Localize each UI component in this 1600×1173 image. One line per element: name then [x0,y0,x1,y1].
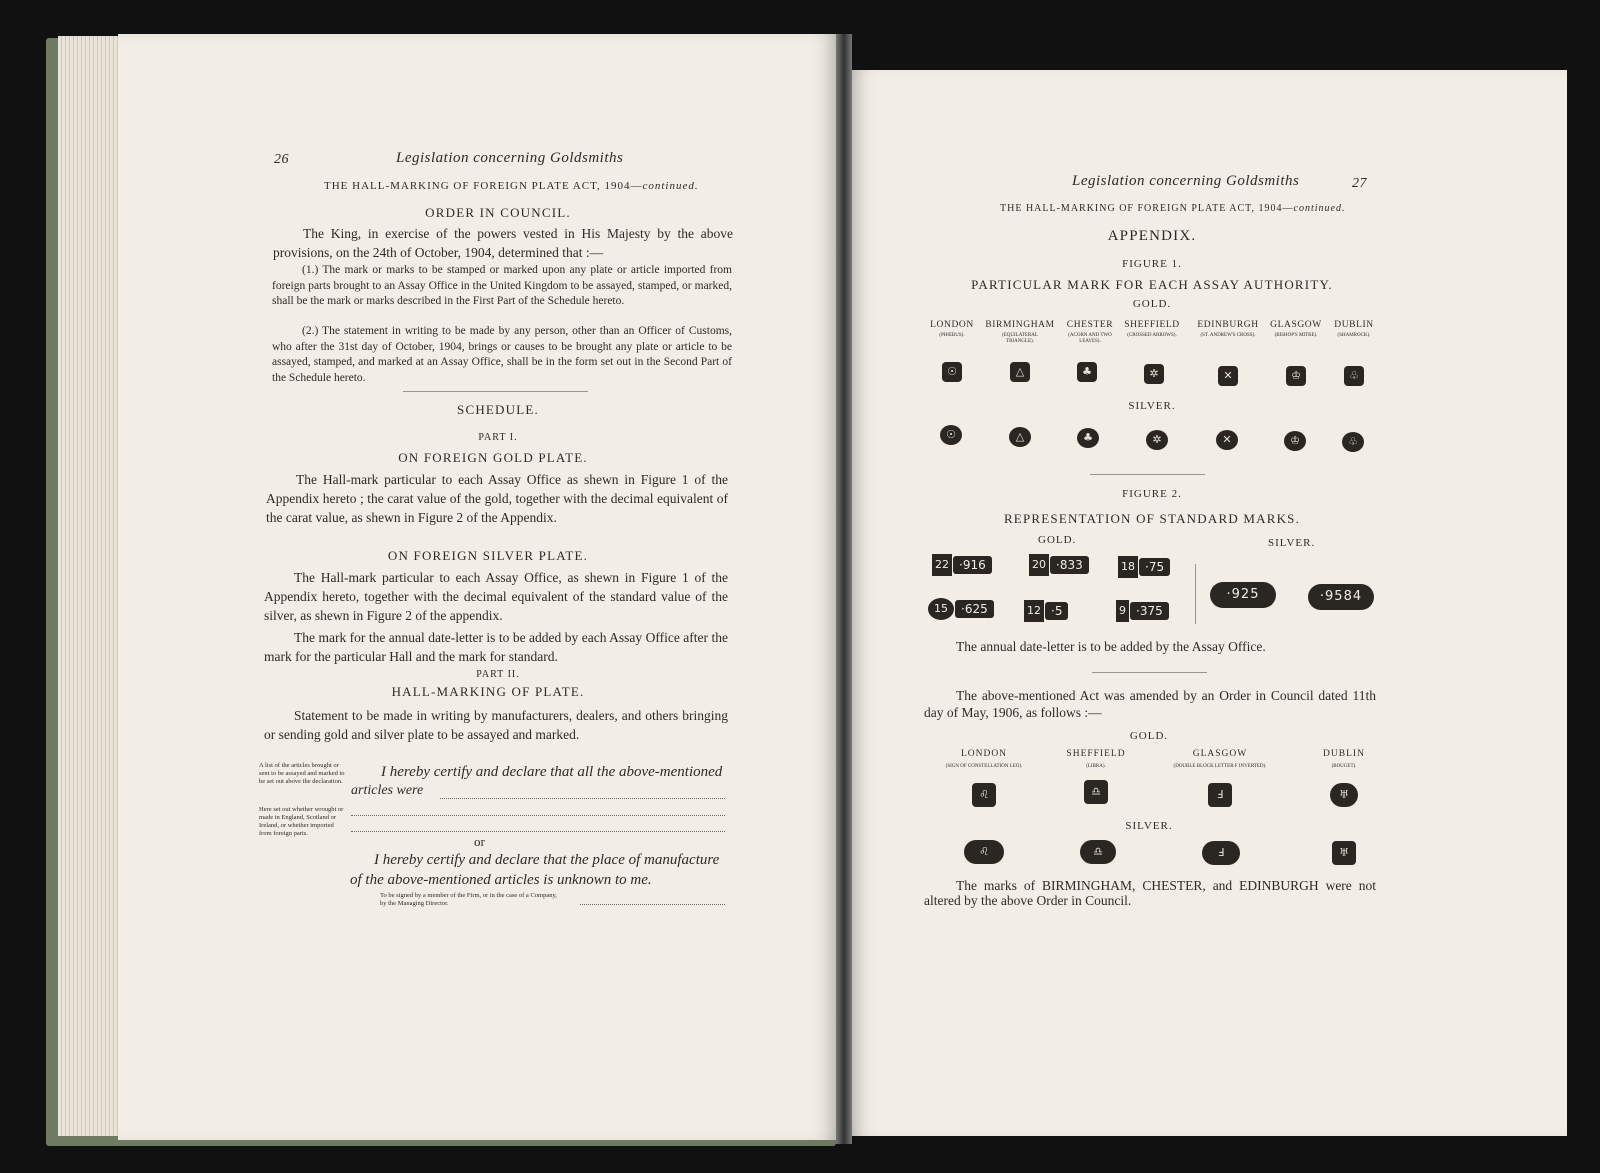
office-symbol-note: (EQUILATERAL TRIANGLE). [1002,333,1038,344]
figure-2-label: FIGURE 2. [1122,488,1182,500]
clause-1: (1.) The mark or marks to be stamped or marked upon any plate or article imported from foreign parts brought to an Assay Office in the United Kingdom to be assayed, stamped, or marked, shall be the mark or marks described in the First Part of the Schedule hereto. [272,264,732,307]
office-name: SHEFFIELD [1124,320,1180,330]
edinburgh-silver-mark-icon: ✕ [1216,430,1238,450]
hallmarking-title: HALL-MARKING OF PLATE. [391,684,585,699]
left-running-head: Legislation concerning Goldsmiths [396,150,624,166]
gold-standard-12: 12 ·5 [1024,600,1068,622]
gold-standard-15: 15 ·625 [928,598,994,620]
dublin-bouget-icon: ♅ [1330,783,1358,807]
office-symbol-note: (BISHOP'S MITRE). [1274,333,1318,338]
figure-2-silver-label: SILVER. [1268,537,1316,549]
office-name: BIRMINGHAM [985,320,1055,330]
birmingham-silver-mark-icon: △ [1009,427,1031,447]
glasgow-silver-block-icon: Ⅎ [1202,841,1240,865]
order-intro: The King, in exercise of the powers vested in His Majesty by the above provisions, on the 24th of October, 1904, determined that :— [273,226,733,260]
closing-text: The marks of BIRMINGHAM, CHESTER, and EDINBURGH were not altered by the above Order in Council. [924,878,1376,908]
sheffield-silver-libra-icon: ♎ [1080,840,1116,864]
office-name: LONDON [930,320,974,330]
order-title: ORDER IN COUNCIL. [425,205,571,220]
office-name: CHESTER [1066,320,1114,330]
london-silver-mark-icon: ☉ [940,425,962,445]
office-symbol-note: (ACORN AND TWO LEAVES). [1068,333,1112,344]
clause-2: (2.) The statement in writing to be made by any person, other than an Officer of Customs, who after the 31st day of October, 1904, brings or causes to be brought any plate or article to be assayed, stamped, and marked at an Assay Office, shall be in the form set out in the Second Part of the Schedule hereto. [272,325,732,384]
office-name: EDINBURGH [1197,320,1259,330]
page-edges [58,36,122,1136]
or-label: or [474,834,485,849]
chester-silver-mark-icon: ♣ [1077,428,1099,448]
certify-line-2: I hereby certify and declare that the place of manufacture [374,852,720,868]
schedule-title: SCHEDULE. [457,402,539,417]
office-name: GLASGOW [1270,320,1322,330]
amended-office-note: (DOUBLE BLOCK LETTER F INVERTED). [1173,764,1267,769]
silver-standard-9584: ·9584 [1308,584,1374,610]
margin-note-2: Here set out whether wrought or made in England, Scotland or Ireland, or whether imported from foreign parts. [259,806,344,837]
amended-office-note: (SIGN OF CONSTELLATION LEO). [945,764,1023,769]
birmingham-triangle-icon: △ [1010,362,1030,382]
standards-separator [1195,564,1196,624]
signature-line [580,904,725,905]
signature-note: To be signed by a member of the Firm, or in the case of a Company, by the Managing Director. [380,892,557,907]
gold-plate-title: ON FOREIGN GOLD PLATE. [398,450,588,465]
amendment-text: The above-mentioned Act was amended by an Order in Council dated 11th day of May, 1906, as follows :— [924,688,1376,720]
office-symbol-note: (SHAMROCK). [1337,333,1371,338]
certify-line-1: I hereby certify and declare that all the above-mentioned [381,764,723,780]
office-name: DUBLIN [1334,320,1374,330]
gold-standard-22: 22 ·916 [932,554,992,576]
dublin-shamrock-icon: ♧ [1344,366,1364,386]
amended-office-note: (LIBRA). [1086,764,1106,769]
date-letter-text: The mark for the annual date-letter is to be added by each Assay Office after the mark for the particular Hall and the mark for standard. [264,630,728,664]
figure-1-label: FIGURE 1. [1122,258,1182,270]
amended-office-name: SHEFFIELD [1066,749,1126,759]
certify-line-2b: of the above-mentioned articles is unknown to me. [350,872,652,888]
chester-acorn-icon: ♣ [1077,362,1097,382]
divider [403,391,588,392]
glasgow-mitre-icon: ♔ [1286,366,1306,386]
divider [1092,672,1207,673]
amended-office-name: GLASGOW [1192,749,1248,759]
figure-1-silver-label: SILVER. [1128,400,1176,412]
certify-line-1b: articles were [351,783,424,798]
gold-standard-9: 9 ·375 [1116,600,1169,622]
figure-2-gold-label: GOLD. [1038,534,1077,546]
dublin-silver-mark-icon: ♧ [1342,432,1364,452]
blank-line-2 [351,815,725,816]
amendment-gold-label: GOLD. [1129,730,1169,742]
office-symbol-note: (CROSSED ARROWS). [1127,333,1177,338]
amended-office-name: DUBLIN [1323,749,1365,759]
figure-1-caption: PARTICULAR MARK FOR EACH ASSAY AUTHORITY. [971,277,1333,292]
date-letter-note: The annual date-letter is to be added by the Assay Office. [956,639,1266,654]
office-symbol-note: (PHŒBUS). [939,333,965,338]
sheffield-crossed-arrows-icon: ✲ [1144,364,1164,384]
glasgow-block-letter-icon: Ⅎ [1208,783,1232,807]
edinburgh-saltire-icon: ✕ [1218,366,1238,386]
right-act-heading: THE HALL-MARKING OF FOREIGN PLATE ACT, 1904—continued. [1000,203,1346,214]
margin-note-1: A list of the articles brought or sent to be assayed and marked to be set out above the declaration. [259,762,345,785]
glasgow-silver-mark-icon: ♔ [1284,431,1306,451]
silver-standard-925: ·925 [1210,582,1276,608]
sheffield-libra-icon: ♎ [1084,780,1108,804]
gutter [836,34,852,1144]
left-page-number: 26 [274,152,289,167]
office-symbol-note: (ST. ANDREW'S CROSS). [1200,333,1256,338]
amended-office-name: LONDON [960,749,1008,759]
right-page-number: 27 [1352,176,1367,191]
figure-2-caption: REPRESENTATION OF STANDARD MARKS. [1003,511,1301,526]
london-leopard-head-icon: ☉ [942,362,962,382]
amended-office-note: (BOUGET). [1331,764,1357,769]
silver-plate-text: The Hall-mark particular to each Assay Office, as shewn in Figure 1 of the Appendix hereto, together with the decimal equivalent of the standard value of the silver, as shewn in Figure 2 of the appendix. [264,570,728,623]
left-page [118,34,838,1140]
gold-standard-20: 20 ·833 [1029,554,1089,576]
right-page [852,70,1567,1136]
blank-line-3 [351,831,725,832]
dublin-silver-bouget-icon: ♅ [1332,841,1356,865]
london-leo-icon: ♌ [972,783,996,807]
figure-1-gold-label: GOLD. [1132,298,1172,310]
silver-plate-title: ON FOREIGN SILVER PLATE. [387,548,589,563]
divider [1090,474,1205,475]
blank-line-1 [440,798,725,799]
part-2-label: PART II. [476,669,520,680]
part-1-label: PART I. [478,432,518,443]
statement-text: Statement to be made in writing by manufacturers, dealers, and others bringing or sending gold and silver plate to be assayed and marked. [264,708,728,742]
amendment-silver-label: SILVER. [1125,820,1173,832]
gold-standard-18: 18 ·75 [1118,556,1170,578]
sheffield-silver-mark-icon: ✲ [1146,430,1168,450]
left-act-heading: THE HALL-MARKING OF FOREIGN PLATE ACT, 1904—continued. [324,180,699,192]
appendix-title: APPENDIX. [1107,228,1197,244]
right-running-head: Legislation concerning Goldsmiths [1072,173,1300,189]
gold-plate-text: The Hall-mark particular to each Assay Office as shewn in Figure 1 of the Appendix hereto ; the carat value of the gold, together with the decimal equivalent of the carat value, as shewn in Figure 2 of the Appendix. [266,472,728,525]
london-silver-leo-icon: ♌ [964,840,1004,864]
